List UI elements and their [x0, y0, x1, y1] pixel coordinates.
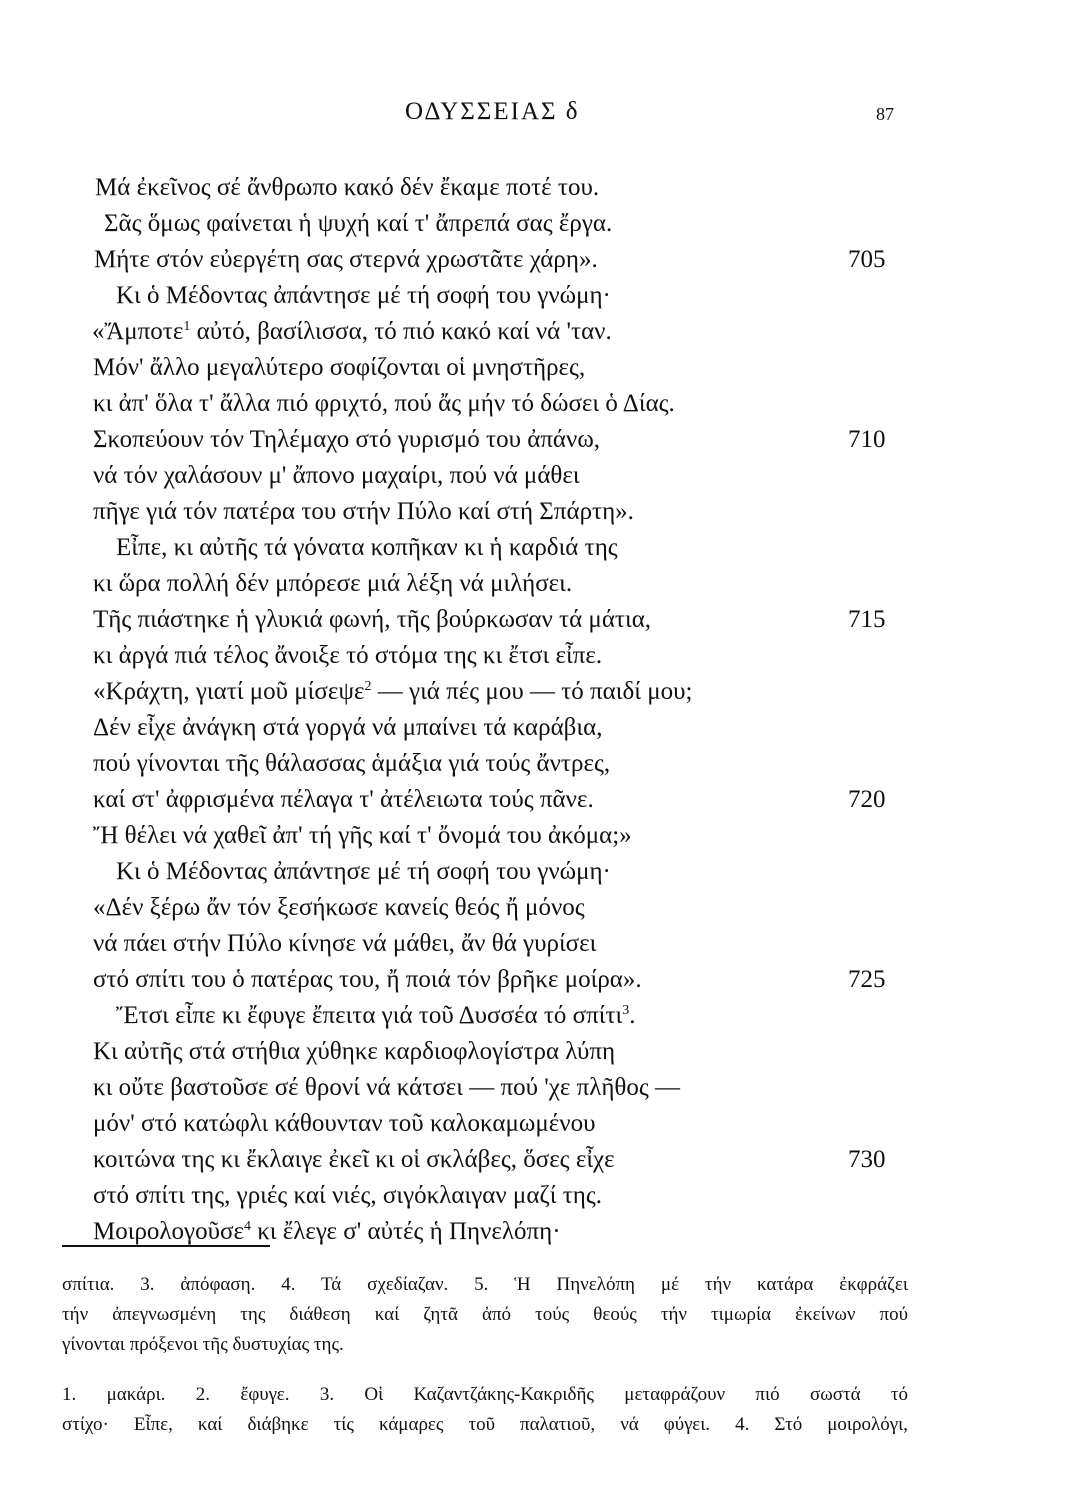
verse-line: Κι ὁ Μέδοντας ἀπάντησε μέ τή σοφή του γνώμη· — [116, 858, 611, 885]
verse-line: νά τόν χαλάσουν μ' ἄπονο μαχαίρι, πού νά μάθει — [93, 462, 580, 489]
page-header — [0, 98, 1085, 138]
line-number: 720 — [848, 786, 886, 813]
verse-line: Κι ὁ Μέδοντας ἀπάντησε μέ τή σοφή του γνώμη· — [116, 282, 611, 309]
footnotes-continued — [62, 1270, 908, 1360]
verse-line: κι ὥρα πολλή δέν μπόρεσε μιά λέξη νά μιλήσει. — [93, 570, 573, 597]
footnote-line: σπίτια. 3. ἀπόφαση. 4. Τά σχεδίαζαν. 5. Ἡ Πηνελόπη μέ τήν κατάρα ἐκφράζει — [62, 1274, 908, 1295]
line-number: 715 — [848, 606, 886, 633]
verse-line: πού γίνονται τῆς θάλασσας ἁμάξια γιά τούς ἄντρες, — [93, 750, 611, 777]
verse-line: Μοιρολογοῦσε$^4$ κι ἔλεγε σ' αὐτές ἡ Πηνελόπη· — [93, 1218, 561, 1245]
verse-line: Κι αὐτῆς στά στήθια χύθηκε καρδιοφλογίστρα λύπη — [93, 1038, 616, 1065]
footnote-line: στίχο· Εἶπε, καί διάβηκε τίς κάμαρες τοῦ παλατιοῦ, νά φύγει. 4. Στό μοιρολόγι, — [62, 1414, 908, 1435]
verse-line: Ἤ θέλει νά χαθεῖ ἀπ' τή γῆς καί τ' ὄνομά του ἀκόμα;» — [93, 822, 632, 849]
verse-line: στό σπίτι του ὁ πατέρας του, ἤ ποιά τόν βρῆκε μοίρα». 725 — [0, 962, 1085, 998]
verse-line: κι ἀργά πιά τέλος ἄνοιξε τό στόμα της κι ἔτσι εἶπε. — [93, 642, 603, 669]
line-number: 730 — [848, 1146, 886, 1173]
verse-line: κοιτώνα της κι ἔκλαιγε ἐκεῖ κι οἱ σκλάβες, ὅσες εἶχε 730 — [0, 1142, 1085, 1178]
verse-line: Μόν' ἄλλο μεγαλύτερο σοφίζονται οἱ μνηστῆρες, — [93, 354, 586, 381]
verse-line: Δέν εἶχε ἀνάγκη στά γοργά νά μπαίνει τά καράβια, — [93, 714, 603, 741]
footnote-marker: 3 — [622, 1003, 630, 1018]
footnote-line: 1. μακάρι. 2. ἔφυγε. 3. Οἱ Καζαντζάκης-Κακριδῆς μεταφράζουν πιό σωστά τό — [62, 1384, 908, 1405]
verse-line: Σᾶς ὅμως φαίνεται ἡ ψυχή καί τ' ἄπρεπά σας ἔργα. — [104, 210, 613, 237]
footnotes — [62, 1380, 908, 1440]
verse-line: πῆγε γιά τόν πατέρα του στήν Πύλο καί στή Σπάρτη». — [93, 498, 634, 525]
verse-line: μόν' στό κατώφλι κάθουνταν τοῦ καλοκαμωμένου — [93, 1110, 596, 1137]
verse-line: «Ἄμποτε$^1$ αὐτό, βασίλισσα, τό πιό κακό καί νά 'ταν. — [92, 318, 612, 345]
footnote-divider — [62, 1245, 270, 1247]
footnote-line: γίνονται πρόξενοι τῆς δυστυχίας της. — [62, 1334, 344, 1355]
verse-line: στό σπίτι της, γριές καί νιές, σιγόκλαιγαν μαζί της. — [93, 1182, 603, 1209]
verse-line: «Δέν ξέρω ἄν τόν ξεσήκωσε κανείς θεός ἤ μόνος — [93, 894, 585, 921]
verse-line: Σκοπεύουν τόν Τηλέμαχο στό γυρισμό του ἀπάνω, 710 — [0, 422, 1085, 458]
verse-line: «Κράχτη, γιατί μοῦ μίσεψε$^2$ — γιά πές μου — τό παιδί μου; — [93, 678, 693, 705]
running-title: ΟΔΥΣΣΕΙΑΣ δ — [405, 98, 580, 125]
footnote-marker: 4 — [243, 1219, 251, 1234]
line-number: 710 — [848, 426, 886, 453]
verse-line: κι ἀπ' ὅλα τ' ἄλλα πιό φριχτό, πού ἄς μήν τό δώσει ὁ Δίας. — [93, 390, 675, 417]
footnote-marker: 1 — [183, 319, 191, 334]
verse-line: Τῆς πιάστηκε ἡ γλυκιά φωνή, τῆς βούρκωσαν τά μάτια, 715 — [0, 602, 1085, 638]
verse-line: Εἶπε, κι αὐτῆς τά γόνατα κοπῆκαν κι ἡ καρδιά της — [116, 534, 618, 561]
line-number: 705 — [848, 246, 886, 273]
page-number: 87 — [876, 104, 894, 124]
footnote-marker: 2 — [364, 679, 372, 694]
verse-line: Μά ἐκεῖνος σέ ἄνθρωπο κακό δέν ἔκαμε ποτέ του. — [95, 174, 600, 201]
verse-line: κι οὔτε βαστοῦσε σέ θρονί νά κάτσει — πού 'χε πλῆθος — — [93, 1074, 681, 1101]
verse-line: Μήτε στόν εὐεργέτη σας στερνά χρωστᾶτε χάρη». 705 — [0, 242, 1085, 278]
line-number: 725 — [848, 966, 886, 993]
verse-line: καί στ' ἀφρισμένα πέλαγα τ' ἀτέλειωτα τούς πᾶνε. 720 — [0, 782, 1085, 818]
verse-line: νά πάει στήν Πύλο κίνησε νά μάθει, ἄν θά γυρίσει — [93, 930, 597, 957]
verse-line: Ἔτσι εἶπε κι ἔφυγε ἔπειτα γιά τοῦ Δυσσέα τό σπίτι$^3$. — [116, 1002, 636, 1029]
footnote-line: τήν ἀπεγνωσμένη της διάθεση καί ζητᾶ ἀπό τούς θεούς τήν τιμωρία ἐκείνων πού — [62, 1304, 908, 1325]
